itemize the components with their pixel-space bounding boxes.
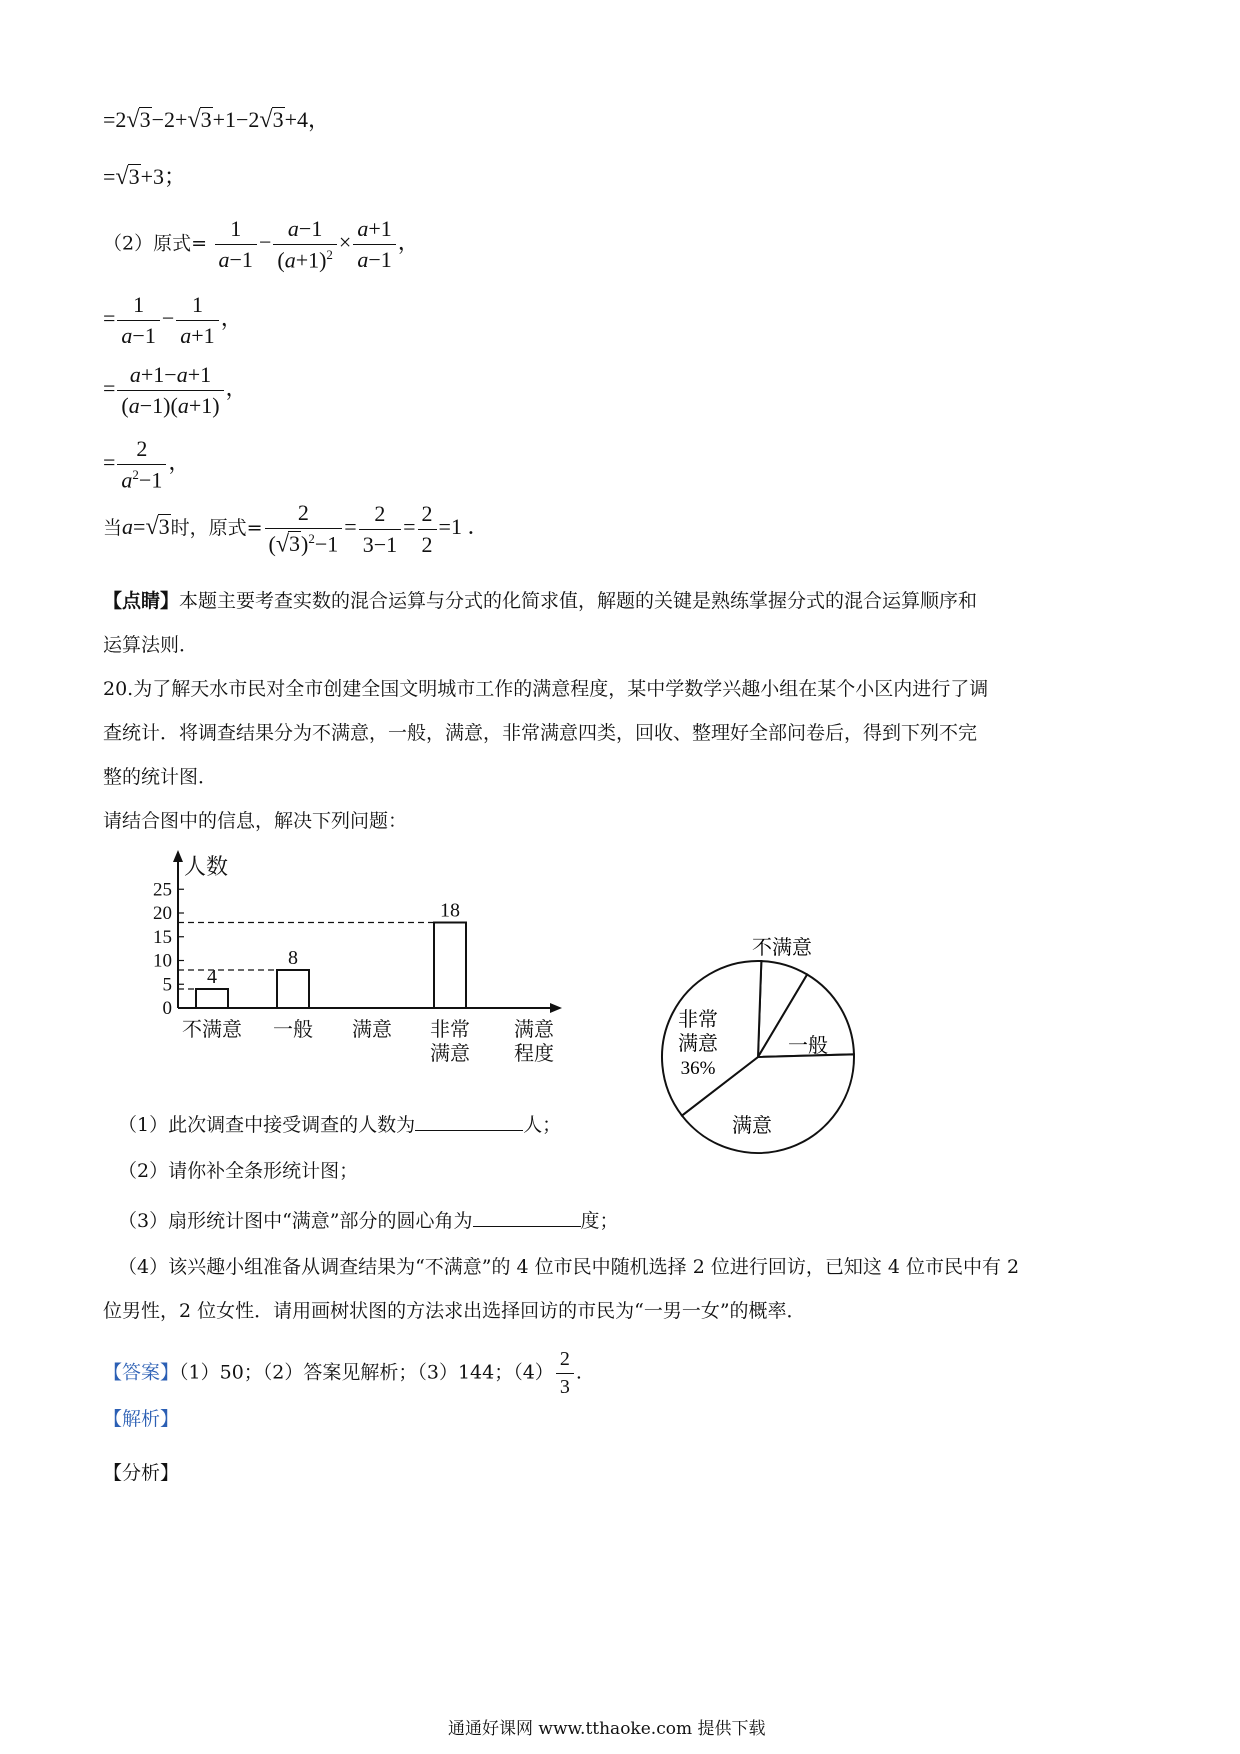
x-category-label: 非常	[430, 1017, 470, 1041]
bar-data-label: 8	[288, 947, 298, 969]
footer: 通通好课网 www.tthaoke.com 提供下载	[448, 1719, 766, 1739]
problem-line-1: 20.为了解天水市民对全市创建全国文明城市工作的满意程度，某中学数学兴趣小组在某个小区内进行了调	[103, 678, 989, 700]
question-4-line-2: 位男性，2 位女性．请用画树状图的方法求出选择回访的市民为“一男一女”的概率．	[103, 1300, 806, 1322]
y-tick-label: 15	[153, 926, 172, 948]
y-tick-label: 25	[153, 879, 172, 901]
pie-label-satisfied: 满意	[732, 1113, 772, 1137]
x-category-label: 不满意	[182, 1017, 242, 1041]
fenxi-label: 【分析】	[103, 1462, 180, 1484]
x-axis-label: 满意	[514, 1017, 554, 1041]
pie-label-unsatisfied: 不满意	[752, 935, 812, 959]
answer-blank-3[interactable]	[473, 1210, 581, 1227]
problem-line-3: 整的统计图．	[103, 766, 218, 788]
x-category-label: 一般	[273, 1017, 313, 1041]
answer-end: .	[575, 1361, 582, 1384]
math-step-5: = $\frac{2}{a^2-1}$ ，	[103, 436, 191, 493]
math-step-4: = $\frac{a+1-a+1}{(a-1)(a+1)}$ ，	[103, 362, 248, 418]
problem-line-2: 查统计．将调查结果分为不满意，一般，满意，非常满意四类，回收、整理好全部问卷后，得到下列不完	[103, 722, 978, 744]
math-step-6: 当a=√3时，原式= $\frac{2}{(√3)^2-1}$ = $\frac{2}{3-1}$ = $\frac{2}{2}$ =1 ．	[103, 500, 490, 558]
bar	[277, 970, 309, 1008]
answer-label: 【答案】	[103, 1361, 180, 1384]
x-category-label: 满意	[352, 1017, 392, 1041]
comment-line-1: 【点睛】本题主要考查实数的混合运算与分式的化简求值，解题的关键是熟练掌握分式的混合运算顺序和	[103, 590, 978, 612]
pie-label-very-2: 满意	[678, 1031, 718, 1055]
question-2: （2）请你补全条形统计图；	[118, 1160, 359, 1182]
comment-line-2: 运算法则．	[103, 634, 199, 656]
y-tick-label: 20	[153, 903, 172, 924]
answer-text: （1）50；（2）答案见解析；（3）144；（4）	[179, 1361, 554, 1384]
math-step-3: = $\frac{1}{a-1}$ − $\frac{1}{a+1}$ ，	[103, 292, 243, 348]
analysis-label: 【解析】	[103, 1408, 180, 1430]
bar-chart	[150, 840, 630, 1100]
bar-data-label: 18	[440, 899, 460, 922]
problem-line-4: 请结合图中的信息，解决下列问题：	[103, 810, 408, 832]
x-category-label: 满意	[430, 1041, 470, 1065]
answer-frac-num: 2	[556, 1348, 574, 1374]
bar	[434, 923, 466, 1009]
x-axis-label: 程度	[514, 1041, 554, 1065]
math-step-2: =√3+3；	[103, 164, 187, 190]
bar	[196, 989, 228, 1008]
pie-label-very-percent: 36%	[680, 1058, 716, 1079]
answer-blank-1[interactable]	[415, 1114, 523, 1131]
question-3: （3）扇形统计图中“满意”部分的圆心角为 度；	[118, 1210, 619, 1232]
answer-line	[103, 1348, 582, 1399]
question-4-line-1: （4）该兴趣小组准备从调查结果为“不满意”的 4 位市民中随机选择 2 位进行回访，已知这 4 位市民中有 2	[118, 1256, 1020, 1278]
x-axis-arrow	[550, 1003, 562, 1013]
math-step-1: =2√3−2+√3+1−2√3+4，	[103, 107, 331, 133]
y-tick-label: 0	[162, 998, 172, 1019]
pie-label-general: 一般	[788, 1033, 828, 1057]
answer-frac-den: 3	[559, 1376, 570, 1398]
y-axis-label: 人数	[184, 855, 229, 880]
math-part2-line: （2）原式= $\frac{1}{a-1}$ − $\frac{a-1}{(a+1)^2}$ × $\frac{a+1}{a-1}$ ，	[103, 216, 420, 273]
pie-label-very-1: 非常	[678, 1007, 718, 1031]
y-tick-label: 10	[153, 950, 172, 972]
bar-data-label: 4	[207, 966, 217, 988]
pie-chart	[640, 935, 880, 1180]
y-axis-arrow	[173, 850, 183, 862]
y-tick-label: 5	[162, 974, 172, 996]
question-1: （1）此次调查中接受调查的人数为 人；	[118, 1114, 562, 1136]
